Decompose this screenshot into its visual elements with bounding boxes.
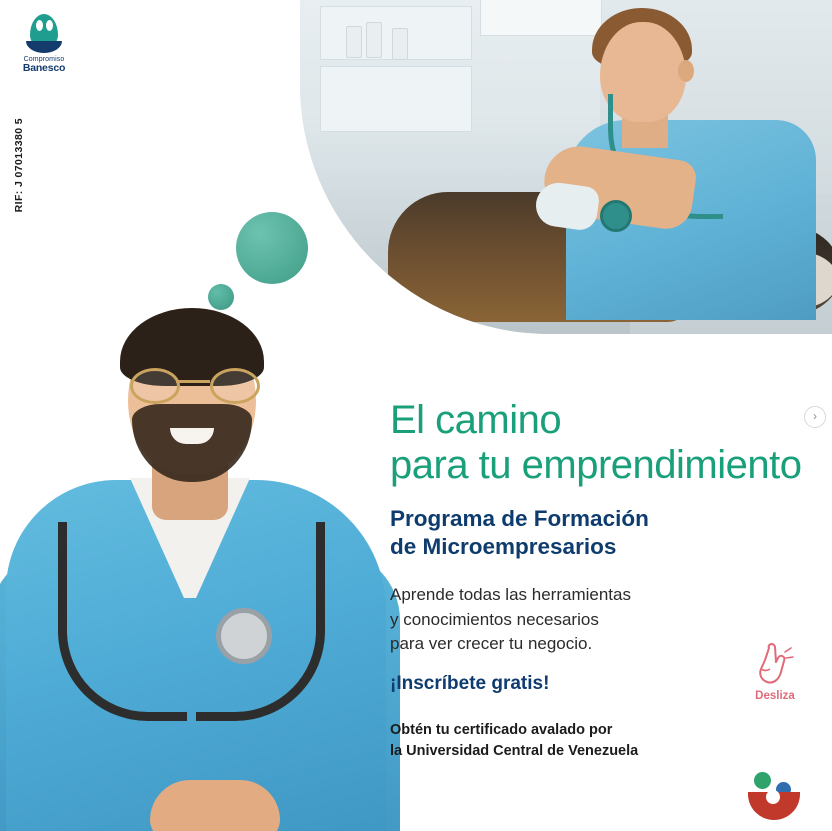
banesco-logo — [14, 14, 74, 76]
partner-logo — [748, 772, 800, 822]
swipe-hint[interactable] — [742, 642, 808, 702]
headline — [390, 398, 820, 488]
swipe-hand-icon — [755, 642, 795, 688]
logo-line-1: Compromiso — [23, 56, 65, 63]
paragraph-line-1: Aprende todas las herramientas — [390, 585, 631, 604]
stethoscope-icon — [216, 608, 272, 664]
swipe-label: Desliza — [755, 690, 795, 702]
eyeglasses-icon — [126, 368, 260, 398]
certificate-line-1: Obtén tu certificado avalado por — [390, 722, 613, 738]
certificate-line-2: la Universidad Central de Venezuela — [390, 743, 639, 760]
subheading-line-2: de Microempresarios — [390, 534, 617, 560]
veterinarian-dog-photo — [300, 0, 832, 334]
banesco-logo-icon — [22, 14, 66, 54]
headline-line-2: para tu emprendimiento — [390, 442, 802, 487]
banesco-logo-text — [14, 56, 74, 74]
paragraph-line-3: para ver crecer tu negocio. — [390, 634, 593, 654]
paragraph-line-2: y conocimientos necesarios — [390, 609, 599, 629]
logo-line-2: Banesco — [22, 62, 66, 75]
headline-line-1: El camino — [390, 398, 562, 442]
veterinarian-illustration — [536, 2, 832, 312]
carousel-next-button[interactable]: › — [804, 406, 826, 428]
certificate-note — [390, 720, 730, 762]
subheading-line-1: Programa de Formación — [390, 506, 649, 531]
male-veterinarian-photo — [0, 300, 400, 831]
decorative-circle-large — [236, 212, 308, 284]
rif-number: RIF: J 07013380 5 — [13, 118, 25, 213]
subheading — [390, 505, 810, 561]
cta-text: ¡Inscríbete gratis! — [390, 673, 550, 694]
